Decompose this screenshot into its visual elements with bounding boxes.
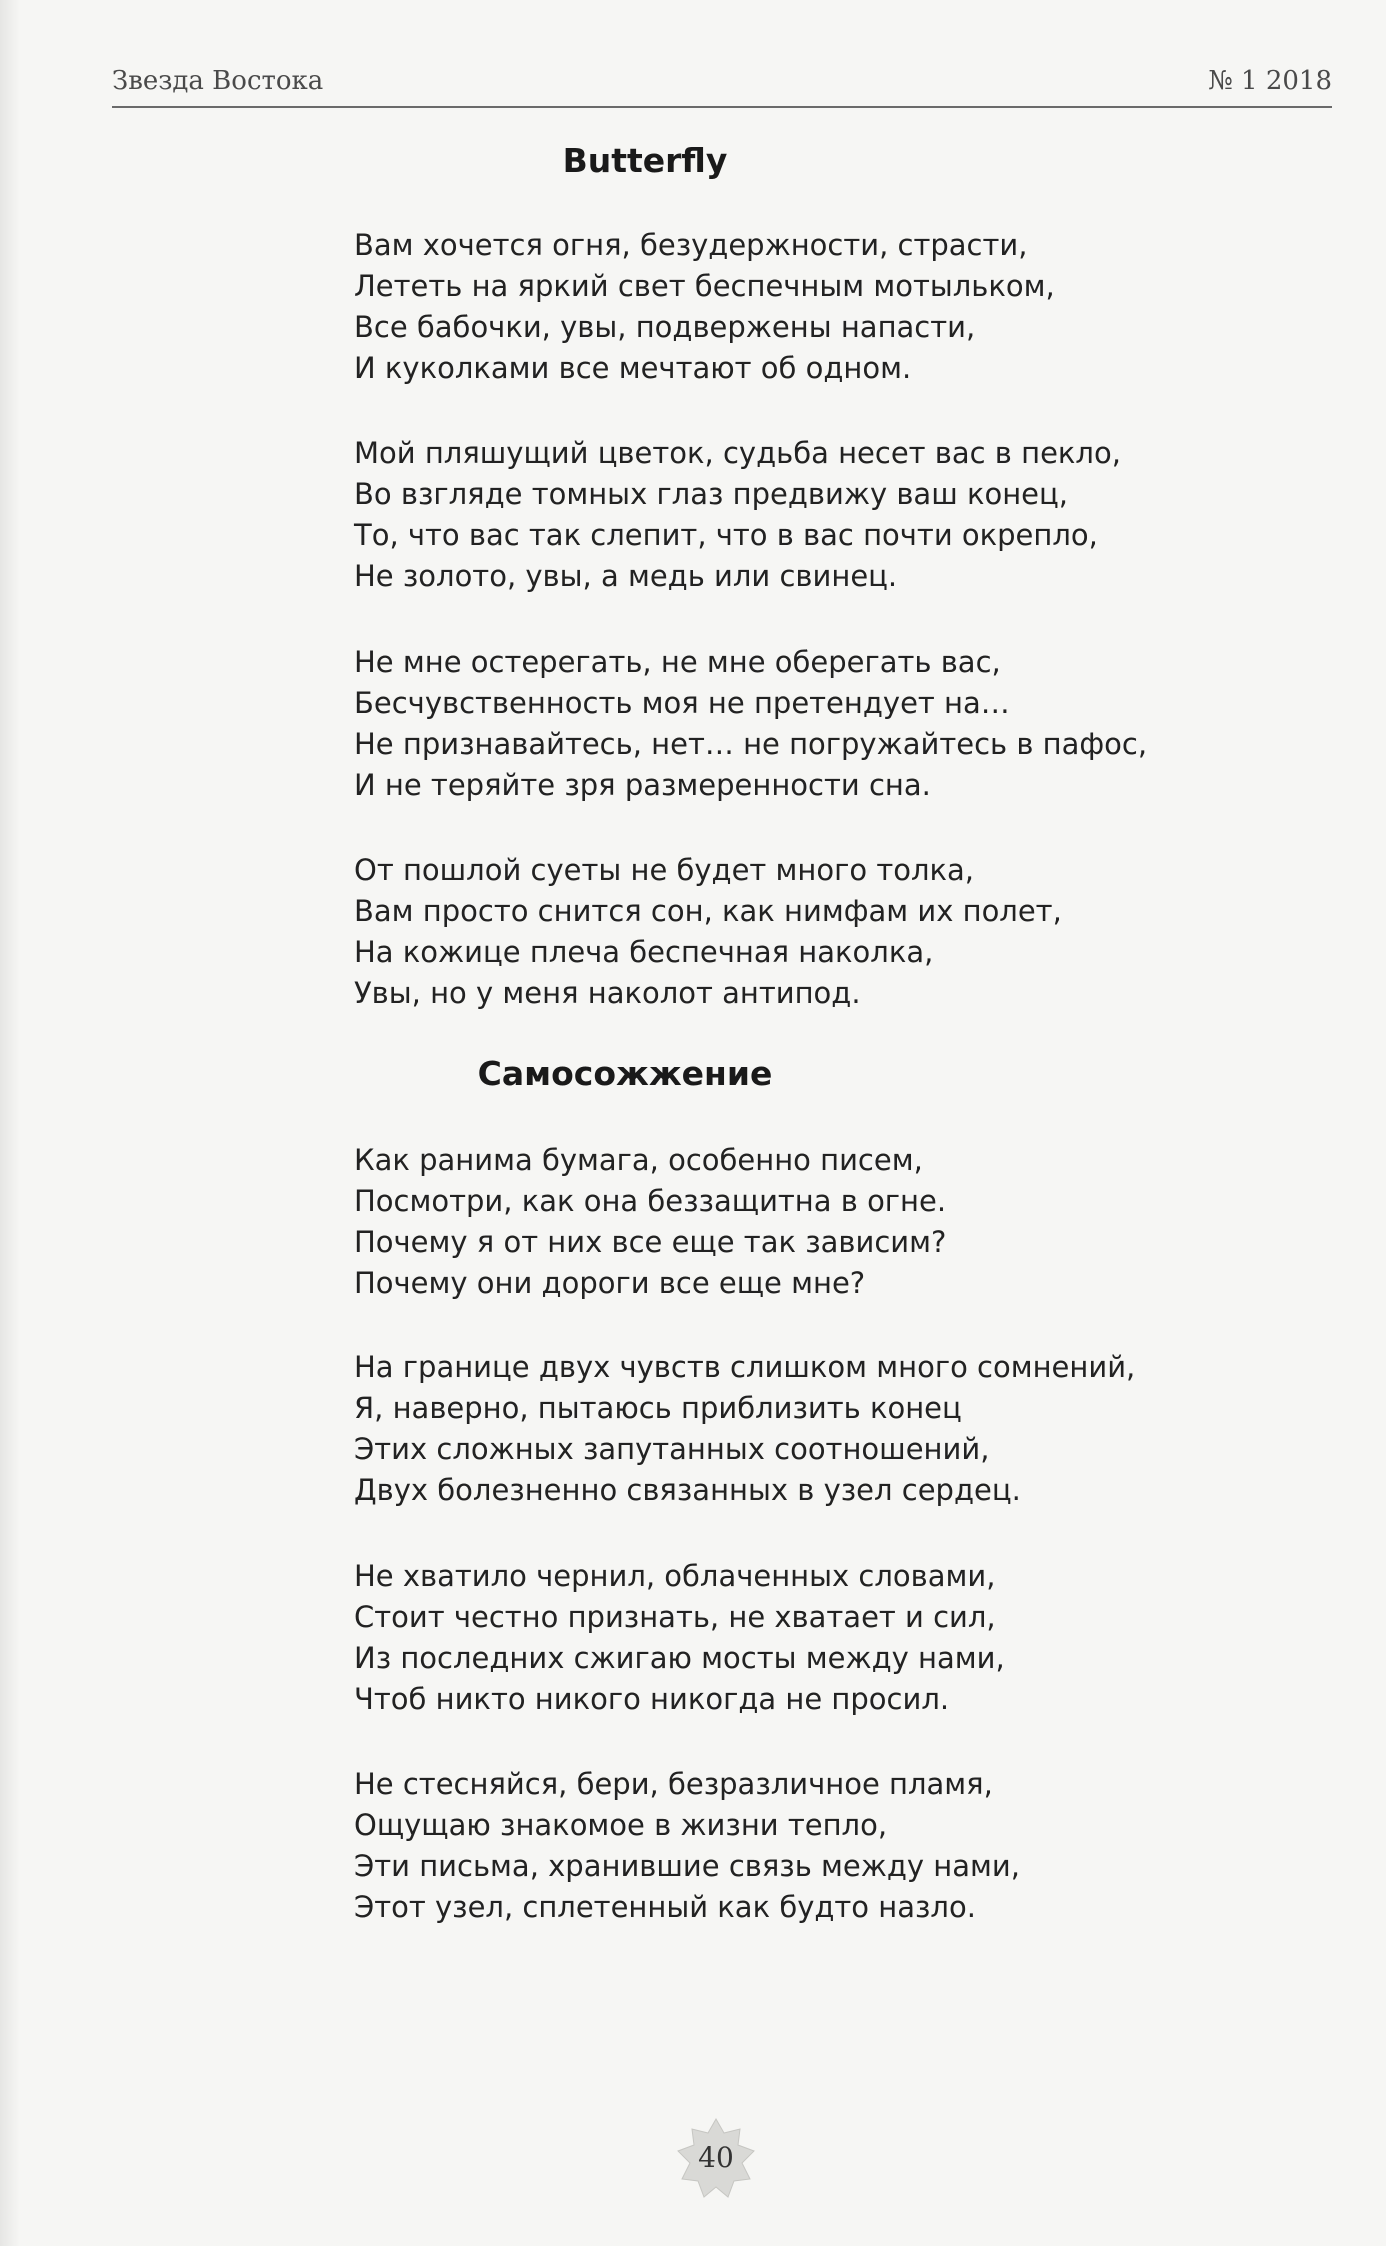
verse-line: То, что вас так слепит, что в вас почти окрепло,: [354, 518, 1098, 552]
verse-line: Лететь на яркий свет беспечным мотыльком,: [354, 269, 1055, 303]
journal-title: Звезда Востока: [112, 66, 324, 96]
verse-line: На кожице плеча беспечная наколка,: [354, 935, 934, 969]
page-gutter-shadow: [0, 0, 20, 2246]
poem-title: Butterfly: [562, 141, 728, 180]
verse-line: Не золото, увы, а медь или свинец.: [354, 559, 898, 593]
verse-line: И куколками все мечтают об одном.: [354, 351, 912, 385]
verse-line: Как ранима бумага, особенно писем,: [354, 1143, 923, 1177]
stanza: [354, 642, 1254, 806]
verse-line: Почему я от них все еще так зависим?: [354, 1225, 947, 1259]
verse-line: Чтоб никто никого никогда не просил.: [354, 1682, 950, 1716]
verse-line: Бесчувственность моя не претендует на…: [354, 686, 1010, 720]
verse-line: Стоит честно признать, не хватает и сил,: [354, 1600, 996, 1634]
verse-line: Из последних сжигаю мосты между нами,: [354, 1641, 1005, 1675]
stanza: [354, 850, 1254, 1014]
poem-title: Самосожжение: [477, 1054, 773, 1093]
verse-line: Этот узел, сплетенный как будто назло.: [354, 1890, 976, 1924]
verse-line: Почему они дороги все еще мне?: [354, 1266, 866, 1300]
verse-line: Посмотри, как она беззащитна в огне.: [354, 1184, 947, 1218]
stanza: [354, 1764, 1254, 1928]
verse-line: Не стесняйся, бери, безразличное пламя,: [354, 1767, 993, 1801]
verse-line: Не мне остерегать, не мне оберегать вас,: [354, 645, 1001, 679]
verse-line: Не хватило чернил, облаченных словами,: [354, 1559, 996, 1593]
verse-line: Ощущаю знакомое в жизни тепло,: [354, 1808, 888, 1842]
page-number: [674, 2117, 758, 2201]
stanza: [354, 1556, 1254, 1720]
stanza: [354, 1347, 1254, 1511]
stanza: [354, 1140, 1254, 1304]
verse-line: И не теряйте зря размеренности сна.: [354, 768, 931, 802]
verse-line: На границе двух чувств слишком много сомнений,: [354, 1350, 1136, 1384]
issue-number: № 1 2018: [1208, 66, 1332, 96]
stanza: [354, 433, 1254, 597]
verse-line: Эти письма, хранившие связь между нами,: [354, 1849, 1020, 1883]
page-number-label: 40: [698, 2141, 734, 2174]
verse-line: Не признавайтесь, нет… не погружайтесь в пафос,: [354, 727, 1148, 761]
verse-line: Во взгляде томных глаз предвижу ваш конец,: [354, 477, 1068, 511]
stanza: [354, 225, 1254, 389]
verse-line: Я, наверно, пытаюсь приблизить конец: [354, 1391, 962, 1425]
verse-line: Вам хочется огня, безудержности, страсти,: [354, 228, 1028, 262]
verse-line: Увы, но у меня наколот антипод.: [354, 976, 861, 1010]
running-header: [112, 66, 1332, 102]
verse-line: Двух болезненно связанных в узел сердец.: [354, 1473, 1021, 1507]
header-rule: [112, 106, 1332, 108]
verse-line: Все бабочки, увы, подвержены напасти,: [354, 310, 976, 344]
verse-line: Этих сложных запутанных соотношений,: [354, 1432, 990, 1466]
verse-line: Мой пляшущий цветок, судьба несет вас в пекло,: [354, 436, 1121, 470]
verse-line: Вам просто снится сон, как нимфам их полет,: [354, 894, 1062, 928]
verse-line: От пошлой суеты не будет много толка,: [354, 853, 975, 887]
